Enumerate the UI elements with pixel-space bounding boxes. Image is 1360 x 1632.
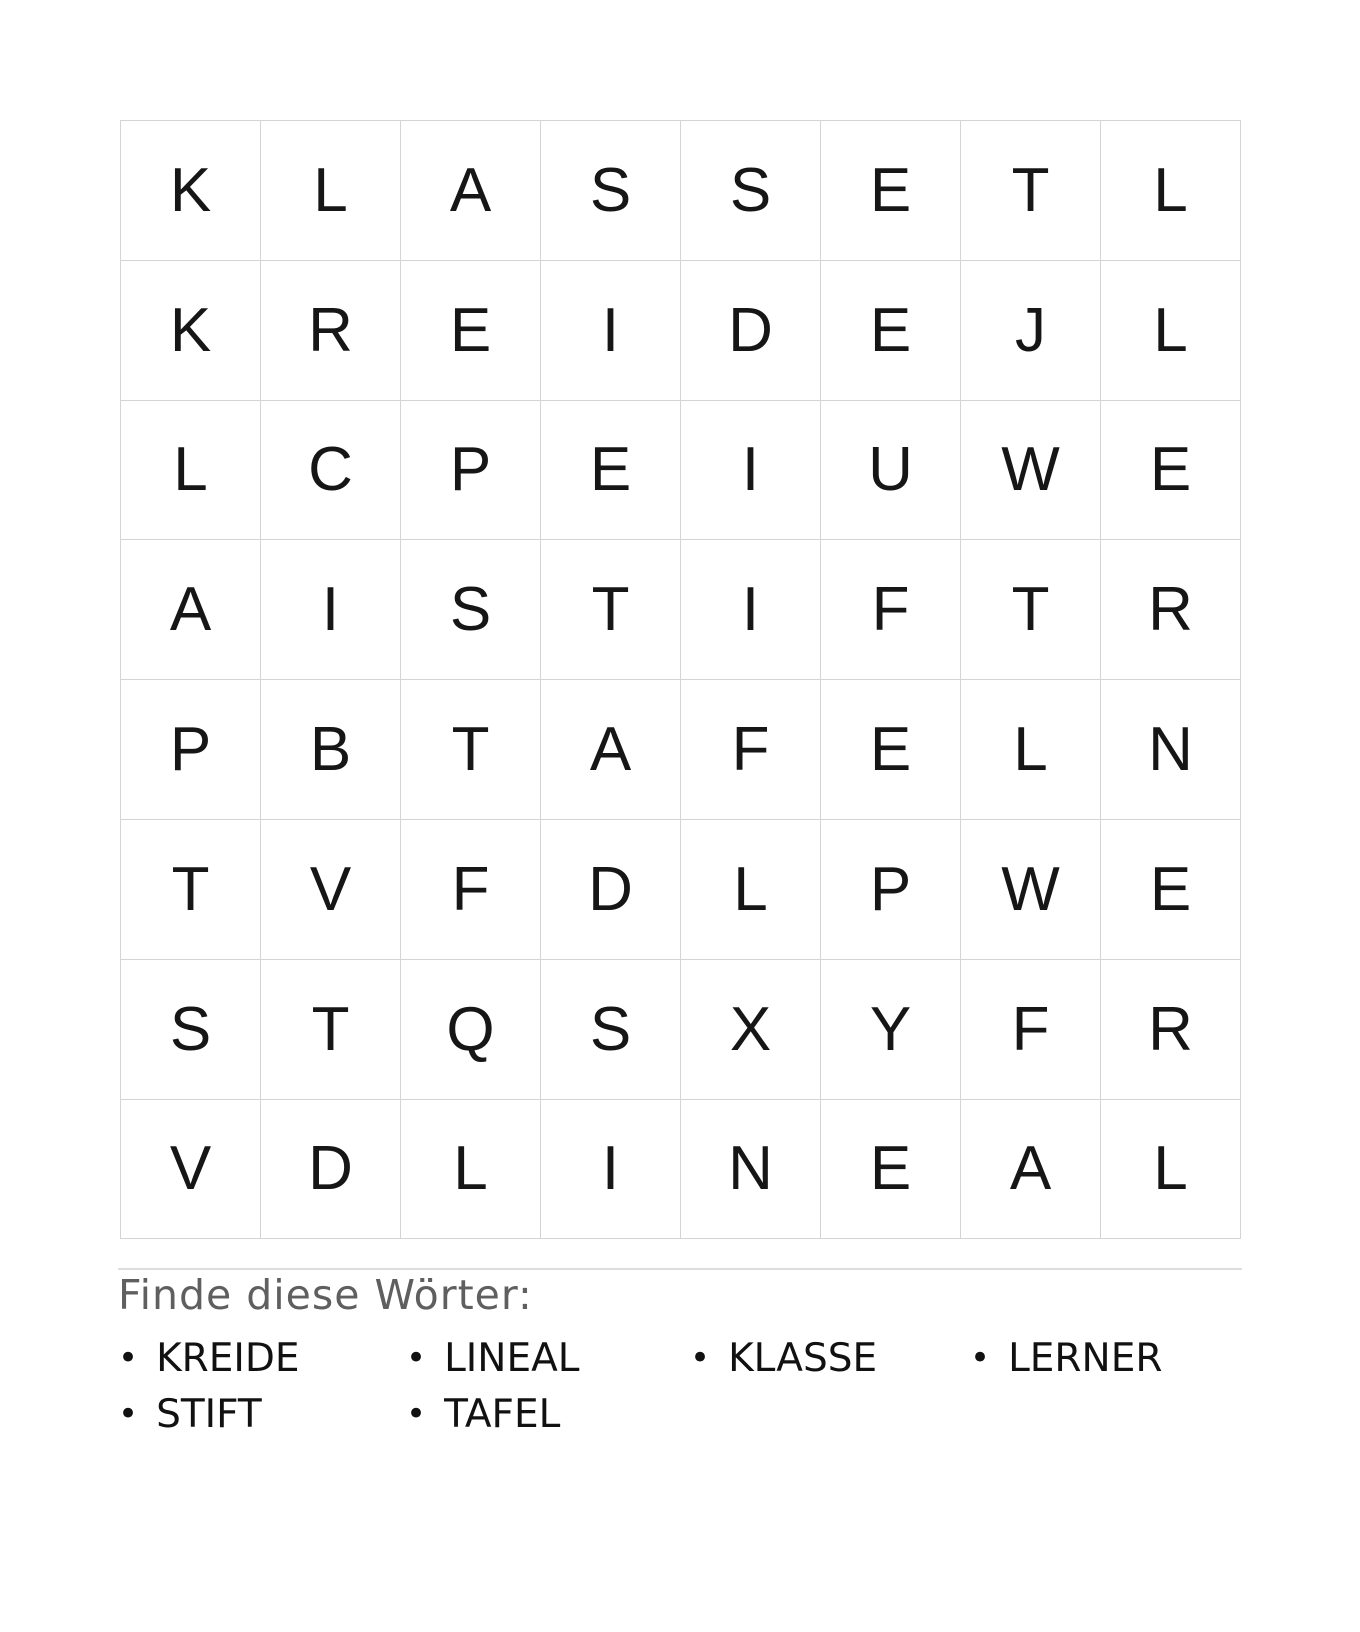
- word-item-tafel: [406, 1390, 690, 1438]
- grid-cell-r6c1[interactable]: T: [121, 820, 261, 960]
- grid-cell-r7c5[interactable]: X: [681, 960, 821, 1100]
- grid-cell-r8c6[interactable]: E: [821, 1100, 961, 1240]
- bullet-icon: •: [690, 1338, 711, 1378]
- word-label: TAFEL: [444, 1391, 561, 1437]
- grid-cell-r1c3[interactable]: A: [401, 121, 541, 261]
- bullet-icon: •: [406, 1338, 427, 1378]
- grid-cell-r4c5[interactable]: I: [681, 540, 821, 680]
- grid-cell-r8c4[interactable]: I: [541, 1100, 681, 1240]
- grid-cell-r6c3[interactable]: F: [401, 820, 541, 960]
- grid-cell-r7c3[interactable]: Q: [401, 960, 541, 1100]
- grid-cell-r8c2[interactable]: D: [261, 1100, 401, 1240]
- grid-cell-r1c1[interactable]: K: [121, 121, 261, 261]
- grid-cell-r5c4[interactable]: A: [541, 680, 681, 820]
- grid-cell-r5c2[interactable]: B: [261, 680, 401, 820]
- grid-cell-r3c7[interactable]: W: [961, 401, 1101, 541]
- bullet-icon: •: [118, 1338, 139, 1378]
- bullet-icon: •: [118, 1394, 139, 1434]
- grid-cell-r3c6[interactable]: U: [821, 401, 961, 541]
- grid-cell-r2c5[interactable]: D: [681, 261, 821, 401]
- bullet-icon: •: [970, 1338, 991, 1378]
- grid-cell-r2c2[interactable]: R: [261, 261, 401, 401]
- grid-cell-r3c5[interactable]: I: [681, 401, 821, 541]
- word-label: KLASSE: [728, 1335, 878, 1381]
- grid-cell-r4c8[interactable]: R: [1101, 540, 1241, 680]
- grid-cell-r5c6[interactable]: E: [821, 680, 961, 820]
- grid-cell-r6c2[interactable]: V: [261, 820, 401, 960]
- grid-cell-r6c6[interactable]: P: [821, 820, 961, 960]
- word-label: STIFT: [156, 1391, 262, 1437]
- grid-cell-r5c5[interactable]: F: [681, 680, 821, 820]
- grid-cell-r5c1[interactable]: P: [121, 680, 261, 820]
- grid-cell-r8c7[interactable]: A: [961, 1100, 1101, 1240]
- grid-cell-r5c3[interactable]: T: [401, 680, 541, 820]
- word-label: LERNER: [1008, 1335, 1163, 1381]
- word-item-stift: [118, 1390, 406, 1438]
- word-item-klasse: [690, 1334, 970, 1382]
- grid-cell-r6c8[interactable]: E: [1101, 820, 1241, 960]
- grid-cell-r4c6[interactable]: F: [821, 540, 961, 680]
- grid-cell-r1c5[interactable]: S: [681, 121, 821, 261]
- word-item-lerner: [970, 1334, 1162, 1382]
- grid-cell-r1c2[interactable]: L: [261, 121, 401, 261]
- grid-cell-r3c8[interactable]: E: [1101, 401, 1241, 541]
- word-item-lineal: [406, 1334, 690, 1382]
- grid-cell-r4c3[interactable]: S: [401, 540, 541, 680]
- word-label: LINEAL: [444, 1335, 580, 1381]
- grid-cell-r3c1[interactable]: L: [121, 401, 261, 541]
- word-list: [118, 1334, 1162, 1438]
- grid-cell-r3c3[interactable]: P: [401, 401, 541, 541]
- grid-cell-r8c3[interactable]: L: [401, 1100, 541, 1240]
- grid-cell-r7c2[interactable]: T: [261, 960, 401, 1100]
- grid-cell-r2c1[interactable]: K: [121, 261, 261, 401]
- word-list-heading: Finde diese Wörter:: [118, 1271, 533, 1319]
- grid-cell-r4c2[interactable]: I: [261, 540, 401, 680]
- grid-cell-r8c5[interactable]: N: [681, 1100, 821, 1240]
- grid-cell-r1c6[interactable]: E: [821, 121, 961, 261]
- grid-cell-r4c7[interactable]: T: [961, 540, 1101, 680]
- grid-cell-r7c4[interactable]: S: [541, 960, 681, 1100]
- grid-cell-r2c6[interactable]: E: [821, 261, 961, 401]
- grid-cell-r3c4[interactable]: E: [541, 401, 681, 541]
- grid-cell-r8c8[interactable]: L: [1101, 1100, 1241, 1240]
- bullet-icon: •: [406, 1394, 427, 1434]
- grid-cell-r3c2[interactable]: C: [261, 401, 401, 541]
- grid-cell-r1c7[interactable]: T: [961, 121, 1101, 261]
- grid-cell-r1c4[interactable]: S: [541, 121, 681, 261]
- grid-cell-r2c8[interactable]: L: [1101, 261, 1241, 401]
- grid-cell-r6c4[interactable]: D: [541, 820, 681, 960]
- grid-cell-r7c1[interactable]: S: [121, 960, 261, 1100]
- grid-cell-r5c8[interactable]: N: [1101, 680, 1241, 820]
- grid-cell-r4c4[interactable]: T: [541, 540, 681, 680]
- grid-cell-r7c6[interactable]: Y: [821, 960, 961, 1100]
- word-item-kreide: [118, 1334, 406, 1382]
- grid-cell-r2c7[interactable]: J: [961, 261, 1101, 401]
- grid-cell-r5c7[interactable]: L: [961, 680, 1101, 820]
- grid-cell-r1c8[interactable]: L: [1101, 121, 1241, 261]
- grid-cell-r2c4[interactable]: I: [541, 261, 681, 401]
- grid-cell-r7c7[interactable]: F: [961, 960, 1101, 1100]
- word-search-grid: [120, 120, 1241, 1239]
- grid-cell-r4c1[interactable]: A: [121, 540, 261, 680]
- grid-cell-r8c1[interactable]: V: [121, 1100, 261, 1240]
- grid-cell-r2c3[interactable]: E: [401, 261, 541, 401]
- grid-cell-r6c5[interactable]: L: [681, 820, 821, 960]
- grid-cell-r7c8[interactable]: R: [1101, 960, 1241, 1100]
- word-label: KREIDE: [156, 1335, 300, 1381]
- grid-cell-r6c7[interactable]: W: [961, 820, 1101, 960]
